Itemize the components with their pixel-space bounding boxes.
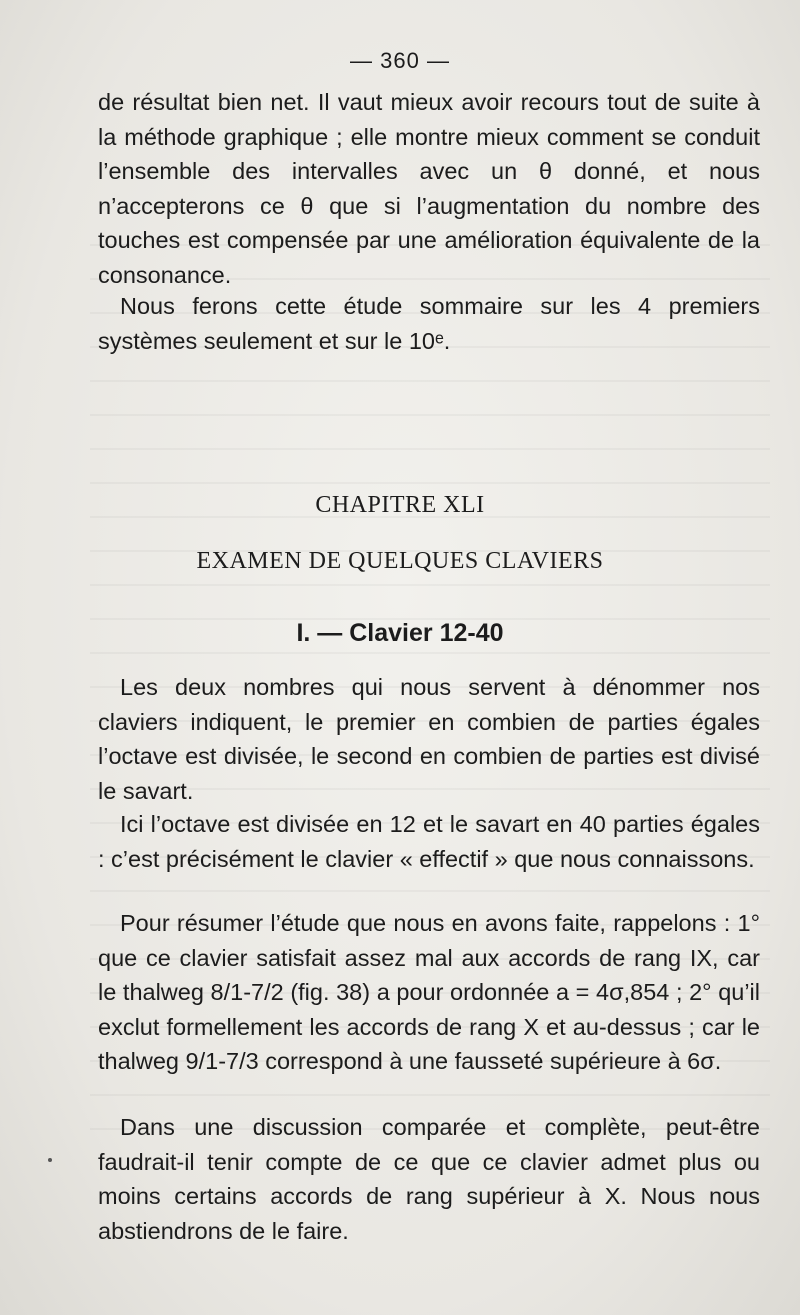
- paragraph-continuation: de résultat bien net. Il vaut mieux avoir recours tout de suite à la méthode graphique ; elle montre mieux comment se conduit l’ensemble des intervalles avec un θ donné, et nous n’accepterons ce θ que si l’augmentation du nombre des touches est compensée par une amélioration équivalente de la consonance.: [98, 89, 760, 288]
- section-title: I. — Clavier 12-40: [296, 619, 504, 647]
- page-number: — 360 —: [350, 48, 450, 73]
- chapter-number: CHAPITRE XLI: [315, 492, 485, 518]
- paragraph-naming: Les deux nombres qui nous servent à dénommer nos claviers indiquent, le premier en combien de parties égales l’octave est divisée, le second en combien de parties est divisé le savart.: [98, 674, 760, 804]
- paragraph-discussion: Dans une discussion comparée et complète, peut-être faudrait-il tenir compte de ce que ce clavier admet plus ou moins certains accords de rang supérieur à X. Nous nous abstiendrons de le faire.: [98, 1114, 760, 1244]
- paragraph-summary: Pour résumer l’étude que nous en avons faite, rappelons : 1° que ce clavier satisfait assez mal aux accords de rang IX, car le thalweg 8/1-7/2 (fig. 38) a pour ordonnée a = 4σ,854 ; 2° qu’il exclut formellement les accords de rang X et au-dessus ; car le thalweg 9/1-7/3 correspond à une fausseté supérieure à 6σ.: [98, 910, 760, 1075]
- paragraph-study-scope: Nous ferons cette étude sommaire sur les 4 premiers systèmes seulement et sur le 10ᵉ.: [98, 293, 760, 354]
- paragraph-octave-division: Ici l’octave est divisée en 12 et le savart en 40 parties égales : c’est précisément le clavier « effectif » que nous connaissons.: [98, 811, 760, 872]
- chapter-title: EXAMEN DE QUELQUES CLAVIERS: [196, 548, 604, 574]
- ink-speck: [48, 1158, 52, 1162]
